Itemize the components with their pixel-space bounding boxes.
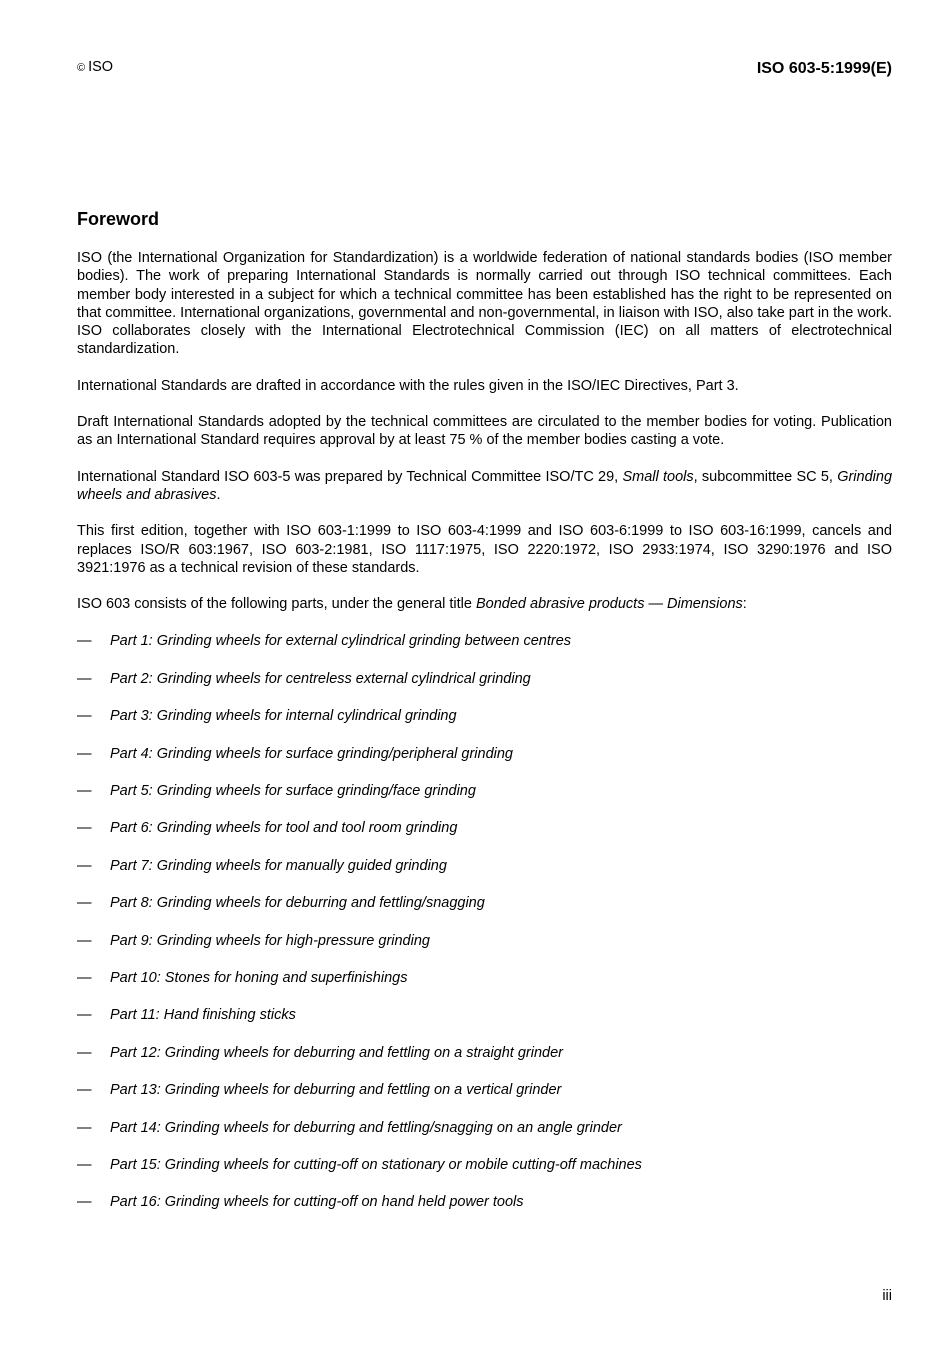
- list-item-text: Part 2: Grinding wheels for centreless external cylindrical grinding: [110, 670, 531, 687]
- text-run: , subcommittee SC 5,: [693, 468, 838, 485]
- list-dash: —: [77, 1119, 92, 1136]
- list-dash: —: [77, 633, 92, 650]
- list-item: [77, 670, 892, 688]
- list-item-text: Part 7: Grinding wheels for manually guided grinding: [110, 857, 447, 874]
- list-item: [77, 782, 892, 800]
- list-item: [77, 1081, 892, 1099]
- list-dash: —: [77, 708, 92, 725]
- list-dash: —: [77, 670, 92, 687]
- list-dash: —: [77, 783, 92, 800]
- parts-list: [77, 632, 892, 1211]
- header-org: ISO: [88, 59, 114, 75]
- paragraph-directives: International Standards are drafted in accordance with the rules given in the ISO/IEC Directives, Part 3.: [77, 377, 739, 394]
- list-dash: —: [77, 932, 92, 949]
- paragraph-edition: This first edition, together with ISO 603-1:1999 to ISO 603-4:1999 and ISO 603-6:1999 to ISO 603-16:1999, cancels and replaces ISO/R 603:1967, ISO 603-2:1981, ISO 1117:1975, ISO 2220:1972, ISO 2933:1974, ISO 3290:1976 and ISO 3921:1976 as a technical revision of these standards.: [77, 523, 892, 576]
- list-item: [77, 819, 892, 837]
- header-copyright: [77, 58, 113, 77]
- paragraph-voting: Draft International Standards adopted by the technical committees are circulated to the member bodies for voting. Publication as an International Standard requires approval by at least 75 % of the member bodies casting a vote.: [77, 414, 892, 449]
- list-item-text: Part 6: Grinding wheels for tool and tool room grinding: [110, 820, 458, 837]
- list-item: [77, 1193, 892, 1211]
- list-item-text: Part 4: Grinding wheels for surface grinding/peripheral grinding: [110, 745, 513, 762]
- list-item: [77, 707, 892, 725]
- list-dash: —: [77, 1194, 92, 1211]
- header-document-id: ISO 603-5:1999(E): [756, 60, 892, 77]
- list-item-text: Part 11: Hand finishing sticks: [110, 1007, 296, 1024]
- italic-general-title: Bonded abrasive products — Dimensions: [475, 596, 743, 613]
- list-item: [77, 969, 892, 987]
- list-item-text: Part 5: Grinding wheels for surface grinding/face grinding: [110, 783, 476, 800]
- list-item-text: Part 3: Grinding wheels for internal cylindrical grinding: [110, 708, 457, 725]
- list-item-text: Part 9: Grinding wheels for high-pressure grinding: [110, 932, 430, 949]
- list-item: [77, 745, 892, 763]
- list-item-text: Part 14: Grinding wheels for deburring and fettling/snagging on an angle grinder: [110, 1119, 622, 1136]
- page-number: iii: [882, 1288, 892, 1304]
- list-dash: —: [77, 1007, 92, 1024]
- list-item: [77, 932, 892, 950]
- list-dash: —: [77, 895, 92, 912]
- list-dash: —: [77, 1044, 92, 1061]
- list-item-text: Part 15: Grinding wheels for cutting-off on stationary or mobile cutting-off machines: [110, 1156, 642, 1173]
- copyright-symbol: ©: [77, 62, 86, 74]
- paragraph-prepared-by: [77, 468, 892, 505]
- italic-subcommittee-name: Grinding wheels and abrasives: [77, 468, 893, 503]
- text-run: .: [216, 486, 221, 503]
- list-dash: —: [77, 820, 92, 837]
- list-dash: —: [77, 1082, 92, 1099]
- text-run: International Standard ISO 603-5 was prepared by Technical Committee ISO/TC 29,: [77, 468, 623, 485]
- section-title: Foreword: [77, 209, 160, 229]
- text-run: :: [742, 596, 747, 613]
- list-item: [77, 894, 892, 912]
- list-dash: —: [77, 969, 92, 986]
- list-item: [77, 1119, 892, 1137]
- text-run: ISO 603 consists of the following parts, under the general title: [77, 596, 476, 613]
- list-item: [77, 632, 892, 650]
- list-dash: —: [77, 745, 92, 762]
- italic-committee-name: Small tools: [622, 468, 694, 485]
- paragraph-parts-intro: [77, 595, 892, 613]
- list-dash: —: [77, 857, 92, 874]
- list-item: [77, 1006, 892, 1024]
- list-item-text: Part 16: Grinding wheels for cutting-off on hand held power tools: [110, 1194, 524, 1211]
- list-item-text: Part 10: Stones for honing and superfinishings: [110, 969, 408, 986]
- list-item-text: Part 8: Grinding wheels for deburring and fettling/snagging: [110, 895, 485, 912]
- list-item: [77, 1156, 892, 1174]
- list-dash: —: [77, 1156, 92, 1173]
- list-item-text: Part 12: Grinding wheels for deburring and fettling on a straight grinder: [110, 1044, 563, 1061]
- list-item: [77, 1044, 892, 1062]
- foreword-section: [77, 208, 892, 1231]
- list-item-text: Part 1: Grinding wheels for external cylindrical grinding between centres: [110, 633, 572, 650]
- list-item: [77, 857, 892, 875]
- list-item-text: Part 13: Grinding wheels for deburring and fettling on a vertical grinder: [110, 1082, 562, 1099]
- paragraph-iso-intro: ISO (the International Organization for Standardization) is a worldwide federation of national standards bodies (ISO member bodies). The work of preparing International Standards is normally carried out through ISO technical committees. Each member body interested in a subject for which a technical committee has been established has the right to be represented on that committee. International organizations, governmental and non-governmental, in liaison with ISO, also take part in the work. ISO collaborates closely with the International Electrotechnical Commission (IEC) on all matters of electrotechnical standardization.: [77, 250, 892, 358]
